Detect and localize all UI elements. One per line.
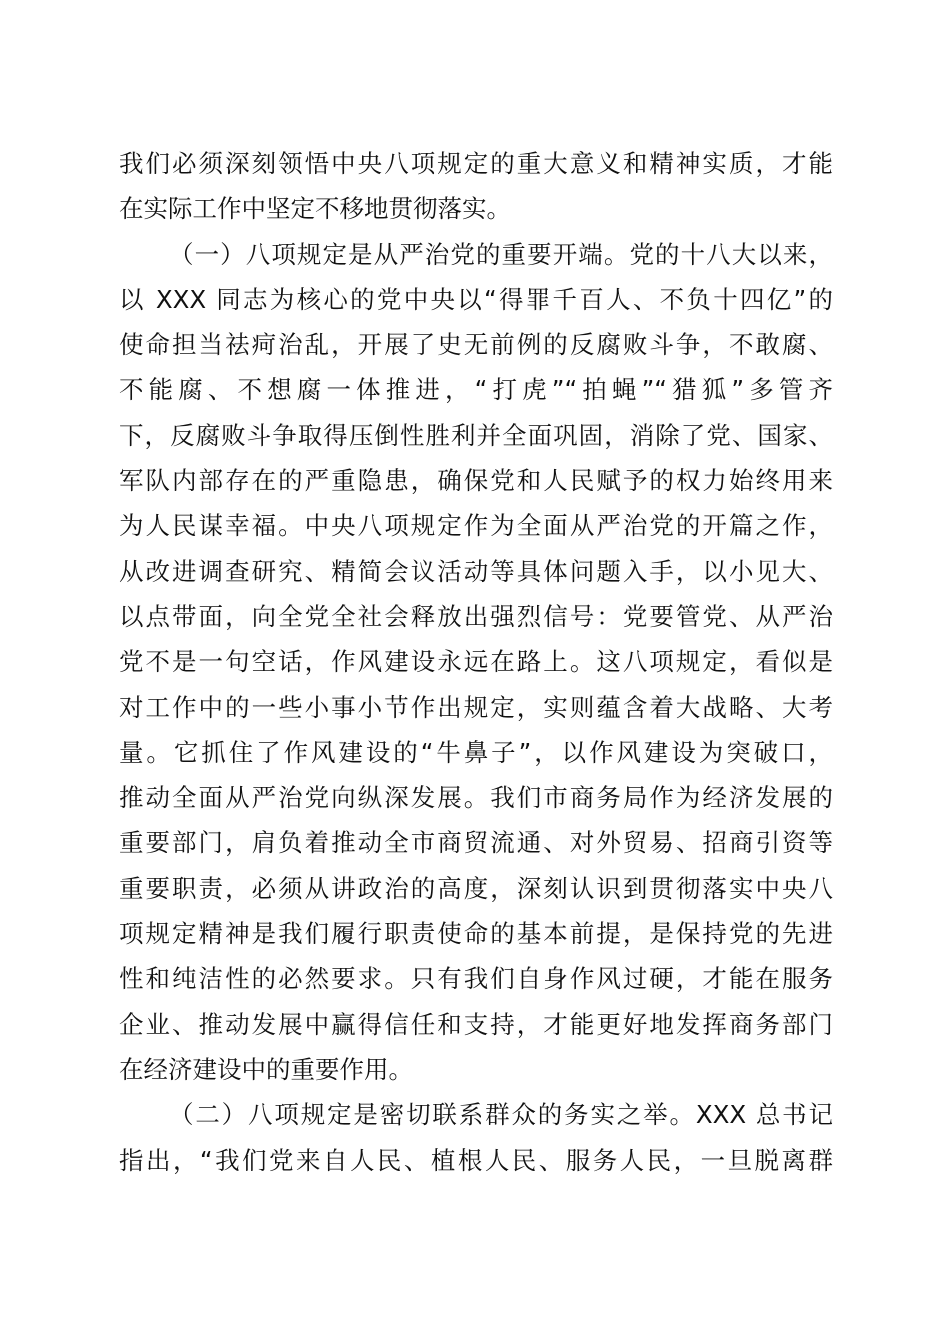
text-line: 从改进调查研究、精简会议活动等具体问题入手，以小见大、 [119, 556, 833, 586]
text-line: 下，反腐败斗争取得压倒性胜利并全面巩固，消除了党、国家、 [119, 420, 833, 450]
text-line: 以点带面，向全党全社会释放出强烈信号：党要管党、从严治 [119, 601, 833, 631]
text-line: 推动全面从严治党向纵深发展。我们市商务局作为经济发展的 [119, 783, 833, 813]
text-line: 指出，“我们党来自人民、植根人民、服务人民，一旦脱离群 [119, 1145, 833, 1175]
text-line: 以 XXX 同志为核心的党中央以“得罪千百人、不负十四亿”的 [119, 284, 833, 314]
text-line: 党不是一句空话，作风建设永远在路上。这八项规定，看似是 [119, 647, 833, 677]
text-line: 重要职责，必须从讲政治的高度，深刻认识到贯彻落实中央八 [119, 873, 833, 903]
text-line: 为人民谋幸福。中央八项规定作为全面从严治党的开篇之作， [119, 511, 833, 541]
text-line: 项规定精神是我们履行职责使命的基本前提，是保持党的先进 [119, 919, 833, 949]
text-line: 不能腐、不想腐一体推进，“打虎”“拍蝇”“猎狐”多管齐 [119, 375, 833, 405]
body-text [119, 141, 833, 1183]
text-line: 使命担当祛疴治乱，开展了史无前例的反腐败斗争，不敢腐、 [119, 330, 833, 360]
text-line: 企业、推动发展中赢得信任和支持，才能更好地发挥商务部门 [119, 1009, 833, 1039]
text-line: 在经济建设中的重要作用。 [119, 1054, 413, 1084]
text-line: 性和纯洁性的必然要求。只有我们自身作风过硬，才能在服务 [119, 964, 833, 994]
text-line: 军队内部存在的严重隐患，确保党和人民赋予的权力始终用来 [119, 466, 833, 496]
text-line: 量。它抓住了作风建设的“牛鼻子”，以作风建设为突破口， [119, 737, 833, 767]
text-line: 在实际工作中坚定不移地贯彻落实。 [119, 194, 511, 224]
section-heading-line: （二）八项规定是密切联系群众的务实之举。XXX 总书记 [169, 1100, 833, 1130]
section-heading-line: （一）八项规定是从严治党的重要开端。党的十八大以来， [169, 239, 833, 269]
text-line: 我们必须深刻领悟中央八项规定的重大意义和精神实质，才能 [119, 149, 833, 178]
text-line: 重要部门，肩负着推动全市商贸流通、对外贸易、招商引资等 [119, 828, 833, 858]
text-line: 对工作中的一些小事小节作出规定，实则蕴含着大战略、大考 [119, 692, 833, 722]
